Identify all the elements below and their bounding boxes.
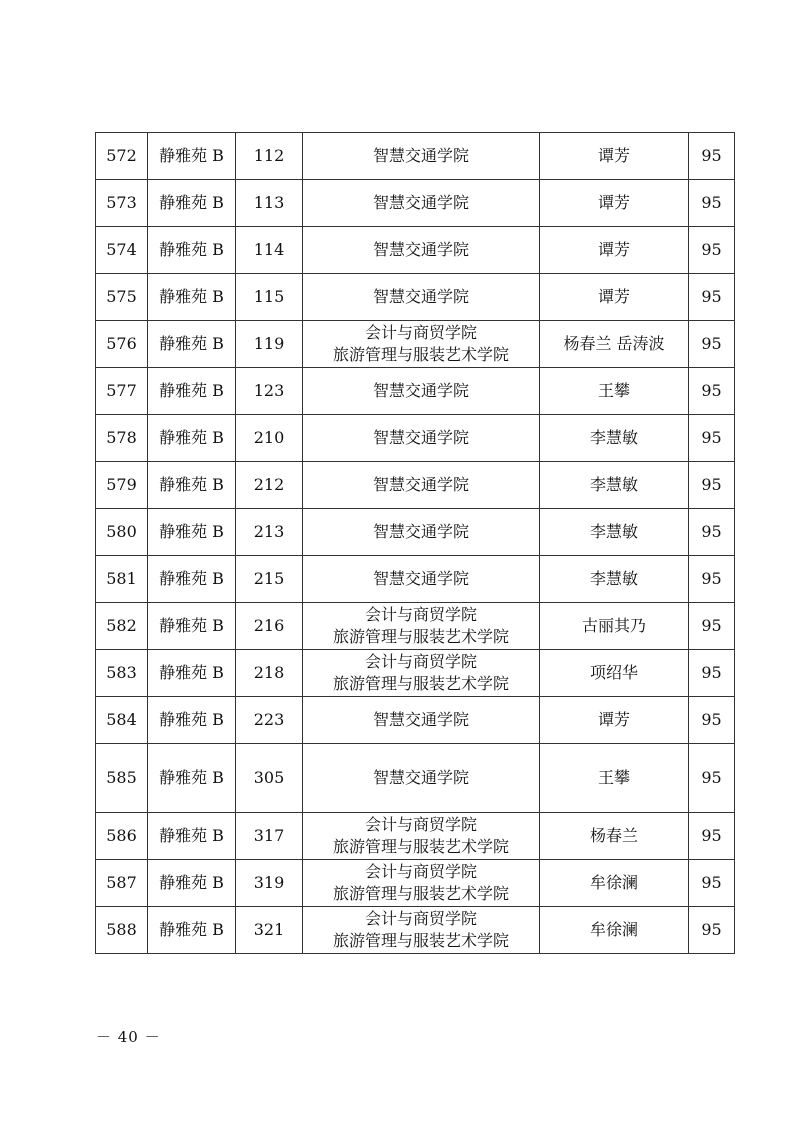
cell-person: 李慧敏 [540, 509, 689, 556]
cell-score: 95 [689, 650, 735, 697]
cell-room: 223 [236, 697, 303, 744]
cell-person: 谭芳 [540, 274, 689, 321]
cell-index: 574 [96, 227, 148, 274]
table-row [96, 509, 735, 556]
table-row [96, 744, 735, 813]
table-row [96, 813, 735, 860]
table-row [96, 368, 735, 415]
college-name: 旅游管理与服装艺术学院 [332, 627, 509, 646]
cell-college [303, 697, 540, 744]
college-name: 智慧交通学院 [372, 240, 469, 259]
cell-score: 95 [689, 133, 735, 180]
cell-room: 114 [236, 227, 303, 274]
cell-person: 牟徐澜 [540, 907, 689, 954]
cell-room: 319 [236, 860, 303, 907]
cell-room: 210 [236, 415, 303, 462]
college-name: 智慧交通学院 [372, 710, 469, 729]
college-name: 智慧交通学院 [372, 569, 469, 588]
cell-score: 95 [689, 368, 735, 415]
cell-room: 115 [236, 274, 303, 321]
cell-room: 317 [236, 813, 303, 860]
cell-person: 谭芳 [540, 227, 689, 274]
college-name: 会计与商贸学院 [364, 862, 477, 881]
cell-score: 95 [689, 180, 735, 227]
cell-college [303, 907, 540, 954]
college-name: 会计与商贸学院 [364, 323, 477, 342]
cell-index: 580 [96, 509, 148, 556]
cell-score: 95 [689, 556, 735, 603]
cell-college [303, 321, 540, 368]
cell-index: 577 [96, 368, 148, 415]
cell-college [303, 744, 540, 813]
college-name: 智慧交通学院 [372, 768, 469, 787]
college-name: 会计与商贸学院 [364, 605, 477, 624]
cell-person: 杨春兰 岳涛波 [540, 321, 689, 368]
cell-building: 静雅苑 B [148, 462, 236, 509]
cell-building: 静雅苑 B [148, 813, 236, 860]
cell-person: 谭芳 [540, 133, 689, 180]
cell-index: 582 [96, 603, 148, 650]
cell-college [303, 227, 540, 274]
cell-college [303, 274, 540, 321]
cell-score: 95 [689, 509, 735, 556]
table-row [96, 556, 735, 603]
cell-room: 215 [236, 556, 303, 603]
cell-person: 谭芳 [540, 697, 689, 744]
cell-building: 静雅苑 B [148, 556, 236, 603]
cell-college [303, 180, 540, 227]
cell-building: 静雅苑 B [148, 180, 236, 227]
table-row [96, 227, 735, 274]
table-row [96, 462, 735, 509]
cell-building: 静雅苑 B [148, 368, 236, 415]
table-row [96, 697, 735, 744]
college-name: 智慧交通学院 [372, 287, 469, 306]
cell-person: 王攀 [540, 368, 689, 415]
table-body [96, 133, 735, 954]
table-row [96, 603, 735, 650]
cell-index: 587 [96, 860, 148, 907]
table-row [96, 321, 735, 368]
college-name: 智慧交通学院 [372, 193, 469, 212]
cell-person: 谭芳 [540, 180, 689, 227]
cell-building: 静雅苑 B [148, 133, 236, 180]
cell-room: 112 [236, 133, 303, 180]
cell-person: 王攀 [540, 744, 689, 813]
cell-person: 牟徐澜 [540, 860, 689, 907]
cell-person: 李慧敏 [540, 556, 689, 603]
cell-score: 95 [689, 462, 735, 509]
table-row [96, 180, 735, 227]
college-name: 智慧交通学院 [372, 428, 469, 447]
cell-building: 静雅苑 B [148, 227, 236, 274]
table-row [96, 133, 735, 180]
cell-index: 584 [96, 697, 148, 744]
cell-score: 95 [689, 744, 735, 813]
cell-index: 581 [96, 556, 148, 603]
page-number: － 40 － [96, 1028, 161, 1046]
table-row [96, 415, 735, 462]
cell-building: 静雅苑 B [148, 744, 236, 813]
table-row [96, 650, 735, 697]
cell-college [303, 860, 540, 907]
cell-score: 95 [689, 415, 735, 462]
cell-index: 586 [96, 813, 148, 860]
dorm-score-table [95, 132, 735, 954]
cell-college [303, 368, 540, 415]
cell-score: 95 [689, 603, 735, 650]
cell-building: 静雅苑 B [148, 415, 236, 462]
cell-room: 119 [236, 321, 303, 368]
cell-building: 静雅苑 B [148, 274, 236, 321]
cell-building: 静雅苑 B [148, 603, 236, 650]
cell-building: 静雅苑 B [148, 697, 236, 744]
cell-room: 321 [236, 907, 303, 954]
cell-score: 95 [689, 907, 735, 954]
cell-room: 216 [236, 603, 303, 650]
cell-index: 576 [96, 321, 148, 368]
cell-index: 579 [96, 462, 148, 509]
cell-room: 123 [236, 368, 303, 415]
college-name: 会计与商贸学院 [364, 652, 477, 671]
cell-score: 95 [689, 227, 735, 274]
cell-person: 李慧敏 [540, 415, 689, 462]
cell-college [303, 556, 540, 603]
cell-room: 218 [236, 650, 303, 697]
cell-index: 583 [96, 650, 148, 697]
cell-room: 213 [236, 509, 303, 556]
cell-index: 588 [96, 907, 148, 954]
cell-building: 静雅苑 B [148, 321, 236, 368]
college-name: 智慧交通学院 [372, 146, 469, 165]
cell-person: 杨春兰 [540, 813, 689, 860]
cell-building: 静雅苑 B [148, 509, 236, 556]
cell-person: 古丽其乃 [540, 603, 689, 650]
college-name: 旅游管理与服装艺术学院 [332, 931, 509, 950]
cell-index: 573 [96, 180, 148, 227]
college-name: 智慧交通学院 [372, 475, 469, 494]
cell-score: 95 [689, 274, 735, 321]
cell-score: 95 [689, 813, 735, 860]
cell-room: 212 [236, 462, 303, 509]
college-name: 旅游管理与服装艺术学院 [332, 837, 509, 856]
cell-room: 113 [236, 180, 303, 227]
cell-building: 静雅苑 B [148, 907, 236, 954]
cell-college [303, 509, 540, 556]
cell-college [303, 462, 540, 509]
college-name: 智慧交通学院 [372, 381, 469, 400]
cell-college [303, 650, 540, 697]
cell-index: 585 [96, 744, 148, 813]
table-row [96, 907, 735, 954]
cell-index: 575 [96, 274, 148, 321]
college-name: 旅游管理与服装艺术学院 [332, 345, 509, 364]
cell-index: 578 [96, 415, 148, 462]
cell-building: 静雅苑 B [148, 860, 236, 907]
college-name: 旅游管理与服装艺术学院 [332, 674, 509, 693]
cell-score: 95 [689, 860, 735, 907]
college-name: 会计与商贸学院 [364, 815, 477, 834]
cell-index: 572 [96, 133, 148, 180]
cell-person: 项绍华 [540, 650, 689, 697]
cell-room: 305 [236, 744, 303, 813]
cell-college [303, 133, 540, 180]
cell-college [303, 603, 540, 650]
cell-college [303, 415, 540, 462]
college-name: 旅游管理与服装艺术学院 [332, 884, 509, 903]
college-name: 会计与商贸学院 [364, 909, 477, 928]
cell-building: 静雅苑 B [148, 650, 236, 697]
cell-score: 95 [689, 697, 735, 744]
cell-college [303, 813, 540, 860]
college-name: 智慧交通学院 [372, 522, 469, 541]
table-row [96, 860, 735, 907]
cell-score: 95 [689, 321, 735, 368]
table-row [96, 274, 735, 321]
cell-person: 李慧敏 [540, 462, 689, 509]
